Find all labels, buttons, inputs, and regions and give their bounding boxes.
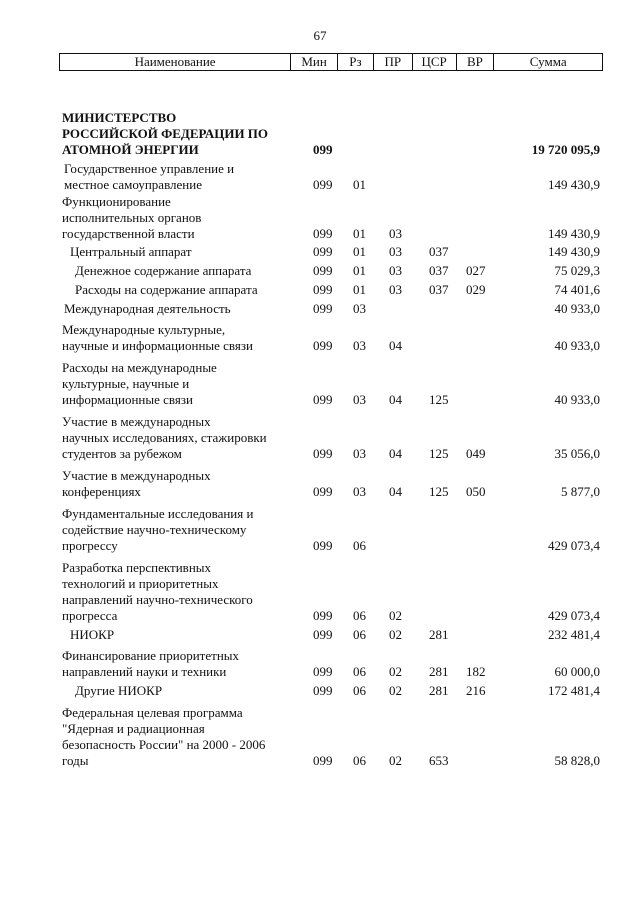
header-vr: ВР: [457, 54, 495, 70]
row-min: 099: [313, 282, 333, 297]
row-rz: 01: [353, 177, 366, 192]
row-pr: 02: [389, 753, 402, 768]
row-name: Расходы на международные культурные, научные и информационные связи: [62, 360, 217, 407]
row-csr: 037: [429, 282, 449, 297]
row-sum: 5 877,0: [561, 484, 600, 499]
row-name: Фундаментальные исследования и содействие научно-техническому прогрессу: [62, 506, 254, 553]
row-sum: 19 720 095,9: [531, 142, 600, 157]
table-row: [0, 193, 640, 242]
row-rz: 01: [353, 226, 366, 241]
row-sum: 429 073,4: [548, 608, 600, 623]
header-csr: ЦСР: [413, 54, 457, 70]
row-sum: 232 481,4: [548, 627, 600, 642]
row-name: Центральный аппарат: [70, 244, 192, 259]
table-row: [0, 160, 640, 193]
row-name: Участие в международных конференциях: [62, 468, 211, 499]
row-min: 099: [313, 753, 333, 768]
row-pr: 02: [389, 627, 402, 642]
row-name: НИОКР: [70, 627, 115, 642]
row-name: Финансирование приоритетных направлений науки и техники: [62, 648, 240, 679]
row-csr: 653: [429, 753, 449, 768]
row-sum: 58 828,0: [554, 753, 600, 768]
row-pr: 02: [389, 608, 402, 623]
row-sum: 75 029,3: [554, 263, 600, 278]
header-pr: ПР: [374, 54, 413, 70]
table-row: [0, 262, 640, 279]
row-csr: 281: [429, 683, 449, 698]
row-pr: 03: [389, 282, 402, 297]
header-rz: Рз: [338, 54, 374, 70]
row-sum: 60 000,0: [554, 664, 600, 679]
row-vr: 216: [466, 683, 486, 698]
row-pr: 04: [389, 338, 402, 353]
table-header: [59, 53, 603, 71]
row-sum: 35 056,0: [554, 446, 600, 461]
row-rz: 06: [353, 608, 366, 623]
row-pr: 04: [389, 392, 402, 407]
row-rz: 06: [353, 753, 366, 768]
table-row: [0, 682, 640, 699]
row-rz: 01: [353, 282, 366, 297]
row-sum: 149 430,9: [548, 177, 600, 192]
row-pr: 02: [389, 664, 402, 679]
row-name: Денежное содержание аппарата: [75, 263, 252, 278]
row-vr: 027: [466, 263, 486, 278]
row-rz: 06: [353, 538, 366, 553]
row-min: 099: [313, 484, 333, 499]
row-min: 099: [313, 301, 333, 316]
table-row: [0, 505, 640, 554]
row-name: Функционирование исполнительных органов государственной власти: [62, 194, 202, 241]
row-sum: 149 430,9: [548, 244, 600, 259]
row-pr: 04: [389, 446, 402, 461]
table-row: [0, 559, 640, 624]
row-rz: 03: [353, 484, 366, 499]
table-row: [0, 281, 640, 298]
header-name: Наименование: [60, 54, 291, 70]
row-vr: 050: [466, 484, 486, 499]
row-rz: 01: [353, 263, 366, 278]
row-min: 099: [313, 177, 333, 192]
row-min: 099: [313, 446, 333, 461]
row-min: 099: [313, 683, 333, 698]
row-pr: 03: [389, 226, 402, 241]
row-name: Участие в международных научных исследованиях, стажировки студентов за рубежом: [62, 414, 267, 461]
table-row: [0, 413, 640, 462]
table-row: [0, 321, 640, 354]
row-rz: 06: [353, 627, 366, 642]
table-row: [0, 647, 640, 680]
table-row: [0, 467, 640, 500]
row-min: 099: [313, 226, 333, 241]
row-sum: 40 933,0: [554, 392, 600, 407]
row-name: Государственное управление и местное самоуправление: [64, 161, 235, 192]
row-min: 099: [313, 392, 333, 407]
row-min: 099: [313, 263, 333, 278]
row-csr: 037: [429, 244, 449, 259]
row-pr: 03: [389, 244, 402, 259]
row-sum: 74 401,6: [554, 282, 600, 297]
row-name: Расходы на содержание аппарата: [75, 282, 258, 297]
page-number: 67: [313, 28, 327, 43]
table-row: [0, 626, 640, 643]
table-row: [0, 108, 640, 158]
row-min: 099: [313, 608, 333, 623]
row-csr: 125: [429, 446, 449, 461]
row-rz: 03: [353, 392, 366, 407]
row-sum: 172 481,4: [548, 683, 600, 698]
row-min: 099: [313, 244, 333, 259]
row-csr: 125: [429, 484, 449, 499]
row-min: 099: [313, 538, 333, 553]
row-min: 099: [313, 627, 333, 642]
table-row: [0, 359, 640, 408]
row-rz: 06: [353, 664, 366, 679]
row-min: 099: [313, 142, 333, 157]
row-vr: 029: [466, 282, 486, 297]
row-name: Международная деятельность: [64, 301, 231, 316]
row-csr: 281: [429, 664, 449, 679]
row-name: Федеральная целевая программа "Ядерная и радиационная безопасность России" на 2000 - 2006 годы: [62, 705, 266, 768]
row-rz: 03: [353, 338, 366, 353]
row-rz: 06: [353, 683, 366, 698]
row-csr: 125: [429, 392, 449, 407]
row-min: 099: [313, 664, 333, 679]
row-pr: 02: [389, 683, 402, 698]
row-name: МИНИСТЕРСТВО РОССИЙСКОЙ ФЕДЕРАЦИИ ПО АТОМНОЙ ЭНЕРГИИ: [62, 110, 269, 157]
row-sum: 429 073,4: [548, 538, 600, 553]
row-rz: 01: [353, 244, 366, 259]
row-rz: 03: [353, 301, 366, 316]
row-min: 099: [313, 338, 333, 353]
row-sum: 40 933,0: [554, 301, 600, 316]
row-rz: 03: [353, 446, 366, 461]
row-sum: 40 933,0: [554, 338, 600, 353]
row-pr: 04: [389, 484, 402, 499]
row-csr: 281: [429, 627, 449, 642]
table-row: [0, 704, 640, 769]
row-sum: 149 430,9: [548, 226, 600, 241]
row-name: Международные культурные, научные и информационные связи: [62, 322, 253, 353]
row-pr: 03: [389, 263, 402, 278]
row-name: Другие НИОКР: [75, 683, 163, 698]
table-row: [0, 243, 640, 260]
table-row: [0, 300, 640, 317]
row-vr: 182: [466, 664, 486, 679]
row-csr: 037: [429, 263, 449, 278]
header-min: Мин: [291, 54, 338, 70]
header-sum: Сумма: [529, 54, 567, 69]
row-vr: 049: [466, 446, 486, 461]
row-name: Разработка перспективных технологий и приоритетных направлений научно-технического прогресса: [62, 560, 253, 623]
